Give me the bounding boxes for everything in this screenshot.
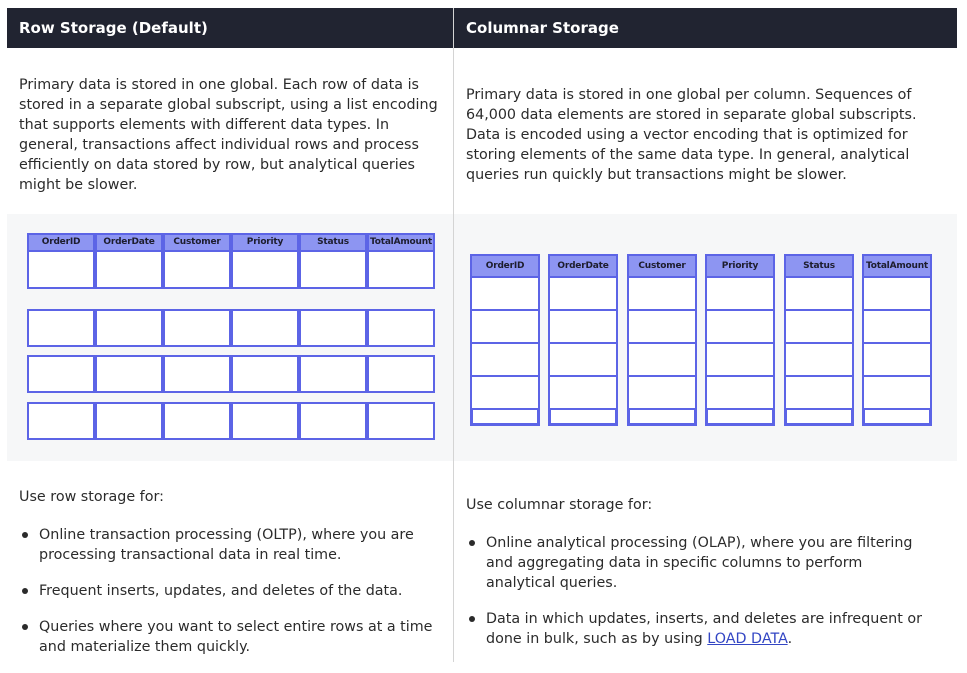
diagram-cell	[299, 309, 367, 347]
list-item: Queries where you want to select entire rows at a time and materialize them quickly.	[19, 617, 439, 657]
diagram-cell	[231, 402, 299, 440]
diagram-cell	[705, 375, 775, 410]
columnar-storage-use-list	[466, 533, 936, 665]
diagram-cell	[548, 375, 618, 410]
diagram-cell	[95, 250, 163, 289]
diagram-cell	[470, 309, 540, 344]
diagram-cell	[27, 309, 95, 347]
diagram-cell	[27, 402, 95, 440]
diagram-cell	[470, 375, 540, 410]
diagram-cell	[95, 309, 163, 347]
diagram-cell	[862, 309, 932, 344]
row-storage-diagram-panel	[7, 214, 453, 461]
columnar-storage-header: Columnar Storage	[454, 8, 957, 48]
diagram-cell	[784, 276, 854, 311]
diagram-cell	[862, 375, 932, 410]
diagram-column-header: Customer	[163, 233, 231, 252]
columnar-storage-diagram-panel	[454, 214, 957, 461]
diagram-cell	[705, 276, 775, 311]
diagram-column-header: Priority	[705, 254, 775, 278]
diagram-column-header: Status	[299, 233, 367, 252]
diagram-cell	[627, 342, 697, 377]
diagram-cell	[231, 309, 299, 347]
diagram-column-header: OrderID	[470, 254, 540, 278]
diagram-cell	[299, 355, 367, 393]
diagram-cell	[367, 355, 435, 393]
columnar-storage-diagram	[470, 254, 942, 424]
diagram-cell	[367, 402, 435, 440]
diagram-column-header: Customer	[627, 254, 697, 278]
diagram-cell	[163, 250, 231, 289]
row-storage-use-lead: Use row storage for:	[19, 489, 164, 505]
list-item-end: .	[787, 631, 793, 647]
diagram-column-header: OrderID	[27, 233, 95, 252]
diagram-cell	[548, 342, 618, 377]
diagram-cell	[27, 250, 95, 289]
diagram-cell	[163, 309, 231, 347]
list-item: Online transaction processing (OLTP), where you are processing transactional data in real time.	[19, 525, 439, 565]
columnar-storage-description: Primary data is stored in one global per column. Sequences of 64,000 data elements are stored in separate global subscripts. Data is encoded using a vector encoding that is optimized for storing elements of the same data type. In general, analytical queries run quickly but transactions might be slower.	[466, 87, 917, 183]
columnar-storage-column	[454, 8, 957, 662]
diagram-cell	[27, 355, 95, 393]
diagram-cell	[548, 276, 618, 311]
diagram-cell	[548, 309, 618, 344]
diagram-cell	[163, 402, 231, 440]
diagram-column-header: OrderDate	[548, 254, 618, 278]
diagram-cell	[862, 342, 932, 377]
diagram-column-header: OrderDate	[95, 233, 163, 252]
diagram-cell	[627, 276, 697, 311]
diagram-column-header: Status	[784, 254, 854, 278]
diagram-cell	[299, 402, 367, 440]
load-data-link[interactable]: LOAD DATA	[707, 631, 788, 647]
diagram-cell	[231, 250, 299, 289]
diagram-cell	[367, 309, 435, 347]
list-item: Frequent inserts, updates, and deletes of the data.	[19, 581, 439, 601]
row-storage-column	[7, 8, 453, 662]
list-item-text: Data in which updates, inserts, and deletes are infrequent or done in bulk, such as by using	[486, 611, 922, 647]
diagram-cell	[299, 250, 367, 289]
row-storage-description: Primary data is stored in one global. Each row of data is stored in a separate global subscript, using a list encoding that supports elements with different data types. In general, transactions affect individual rows and process efficiently on data stored by row, but analytical queries might be slower.	[19, 77, 438, 193]
row-storage-header: Row Storage (Default)	[7, 8, 453, 48]
columnar-storage-use-lead: Use columnar storage for:	[466, 497, 653, 513]
diagram-cell	[95, 355, 163, 393]
diagram-cell	[231, 355, 299, 393]
diagram-cell	[862, 276, 932, 311]
diagram-cell	[705, 342, 775, 377]
diagram-cell	[470, 276, 540, 311]
diagram-cell	[627, 309, 697, 344]
diagram-column-header: TotalAmount	[862, 254, 932, 278]
diagram-column-header: Priority	[231, 233, 299, 252]
diagram-cell	[470, 342, 540, 377]
diagram-column-header: TotalAmount	[367, 233, 435, 252]
diagram-cell	[163, 355, 231, 393]
list-item: Online analytical processing (OLAP), where you are filtering and aggregating data in specific columns to perform analytical queries.	[466, 533, 936, 593]
row-storage-use-list	[19, 525, 439, 673]
diagram-cell	[367, 250, 435, 289]
diagram-cell	[784, 309, 854, 344]
row-storage-diagram	[27, 233, 435, 448]
diagram-cell	[784, 375, 854, 410]
diagram-cell	[95, 402, 163, 440]
diagram-cell	[627, 375, 697, 410]
diagram-cell	[784, 342, 854, 377]
list-item	[466, 609, 936, 649]
diagram-cell	[705, 309, 775, 344]
